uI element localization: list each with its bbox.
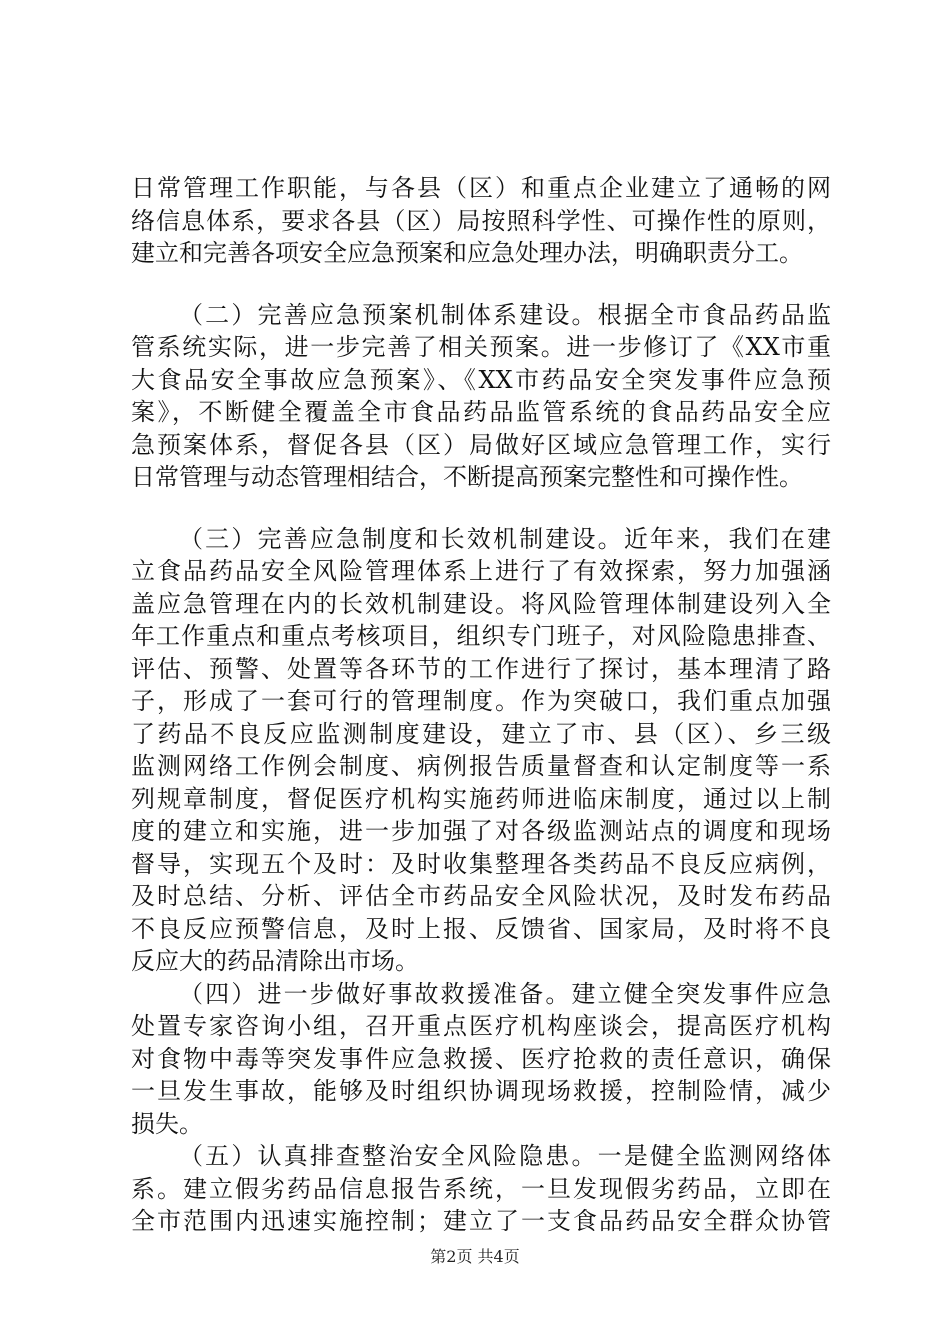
text-line: 日常管理工作职能，与各县（区）和重点企业建立了通畅的网 — [131, 174, 831, 202]
text-line: 建立和完善各项安全应急预案和应急处理办法，明确职责分工。 — [131, 239, 803, 267]
text-line: 度的建立和实施，进一步加强了对各级监测站点的调度和现场 — [131, 817, 831, 845]
text-line: 全市范围内迅速实施控制；建立了一支食品药品安全群众协管 — [131, 1207, 831, 1235]
text-line: 急预案体系，督促各县（区）局做好区域应急管理工作，实行 — [131, 430, 831, 459]
text-line: 处置专家咨询小组，召开重点医疗机构座谈会，提高医疗机构 — [131, 1012, 831, 1040]
text-line: 督导，实现五个及时：及时收集整理各类药品不良反应病例， — [131, 849, 831, 878]
text-line: 子，形成了一套可行的管理制度。作为突破口，我们重点加强 — [131, 687, 831, 715]
text-line: （二）完善应急预案机制体系建设。根据全市食品药品监 — [179, 300, 831, 329]
text-line: 案》，不断健全覆盖全市食品药品监管系统的食品药品安全应 — [131, 398, 831, 426]
text-line: 及时总结、分析、评估全市药品安全风险状况，及时发布药品 — [131, 882, 831, 910]
paragraph — [131, 978, 831, 1141]
text-line: 损失。 — [131, 1109, 203, 1138]
document-body — [131, 172, 831, 1238]
page-number-footer: 第2页 共4页 — [430, 1247, 520, 1266]
text-line: （四）进一步做好事故救援准备。建立健全突发事件应急 — [179, 979, 831, 1008]
text-line: 络信息体系，要求各县（区）局按照科学性、可操作性的原则， — [131, 206, 831, 235]
paragraph — [131, 172, 831, 270]
text-line: 列规章制度，督促医疗机构实施药师进临床制度，通过以上制 — [131, 784, 831, 813]
text-line: 立食品药品安全风险管理体系上进行了有效探索，努力加强涵 — [131, 557, 831, 585]
text-line: 管系统实际，进一步完善了相关预案。进一步修订了《XX市重 — [131, 333, 831, 361]
text-line: 对食物中毒等突发事件应急救援、医疗抢救的责任意识，确保 — [131, 1044, 831, 1073]
text-line: 盖应急管理在内的长效机制建设。将风险管理体制建设列入全 — [131, 589, 831, 618]
text-line: 年工作重点和重点考核项目，组织专门班子，对风险隐患排查、 — [131, 622, 831, 650]
text-line: 大食品安全事故应急预案》、《XX市药品安全突发事件应急预 — [131, 365, 831, 394]
text-line: 系。建立假劣药品信息报告系统，一旦发现假劣药品，立即在 — [131, 1174, 831, 1203]
text-line: 一旦发生事故，能够及时组织协调现场救援，控制险情，减少 — [131, 1077, 831, 1105]
text-line: 了药品不良反应监测制度建设，建立了市、县（区）、乡三级 — [131, 719, 831, 748]
text-line: 反应大的药品清除出市场。 — [131, 947, 419, 975]
paragraph — [131, 1140, 831, 1238]
text-line: 不良反应预警信息，及时上报、反馈省、国家局，及时将不良 — [131, 914, 831, 943]
text-line: （三）完善应急制度和长效机制建设。近年来，我们在建 — [179, 524, 831, 553]
text-line: 监测网络工作例会制度、病例报告质量督查和认定制度等一系 — [131, 752, 831, 780]
text-line: （五）认真排查整治安全风险隐患。一是健全监测网络体 — [179, 1142, 831, 1170]
paragraph — [131, 299, 831, 494]
text-line: 日常管理与动态管理相结合，不断提高预案完整性和可操作性。 — [131, 463, 803, 491]
paragraph — [131, 523, 831, 978]
text-line: 评估、预警、处置等各环节的工作进行了探讨，基本理清了路 — [131, 654, 831, 683]
